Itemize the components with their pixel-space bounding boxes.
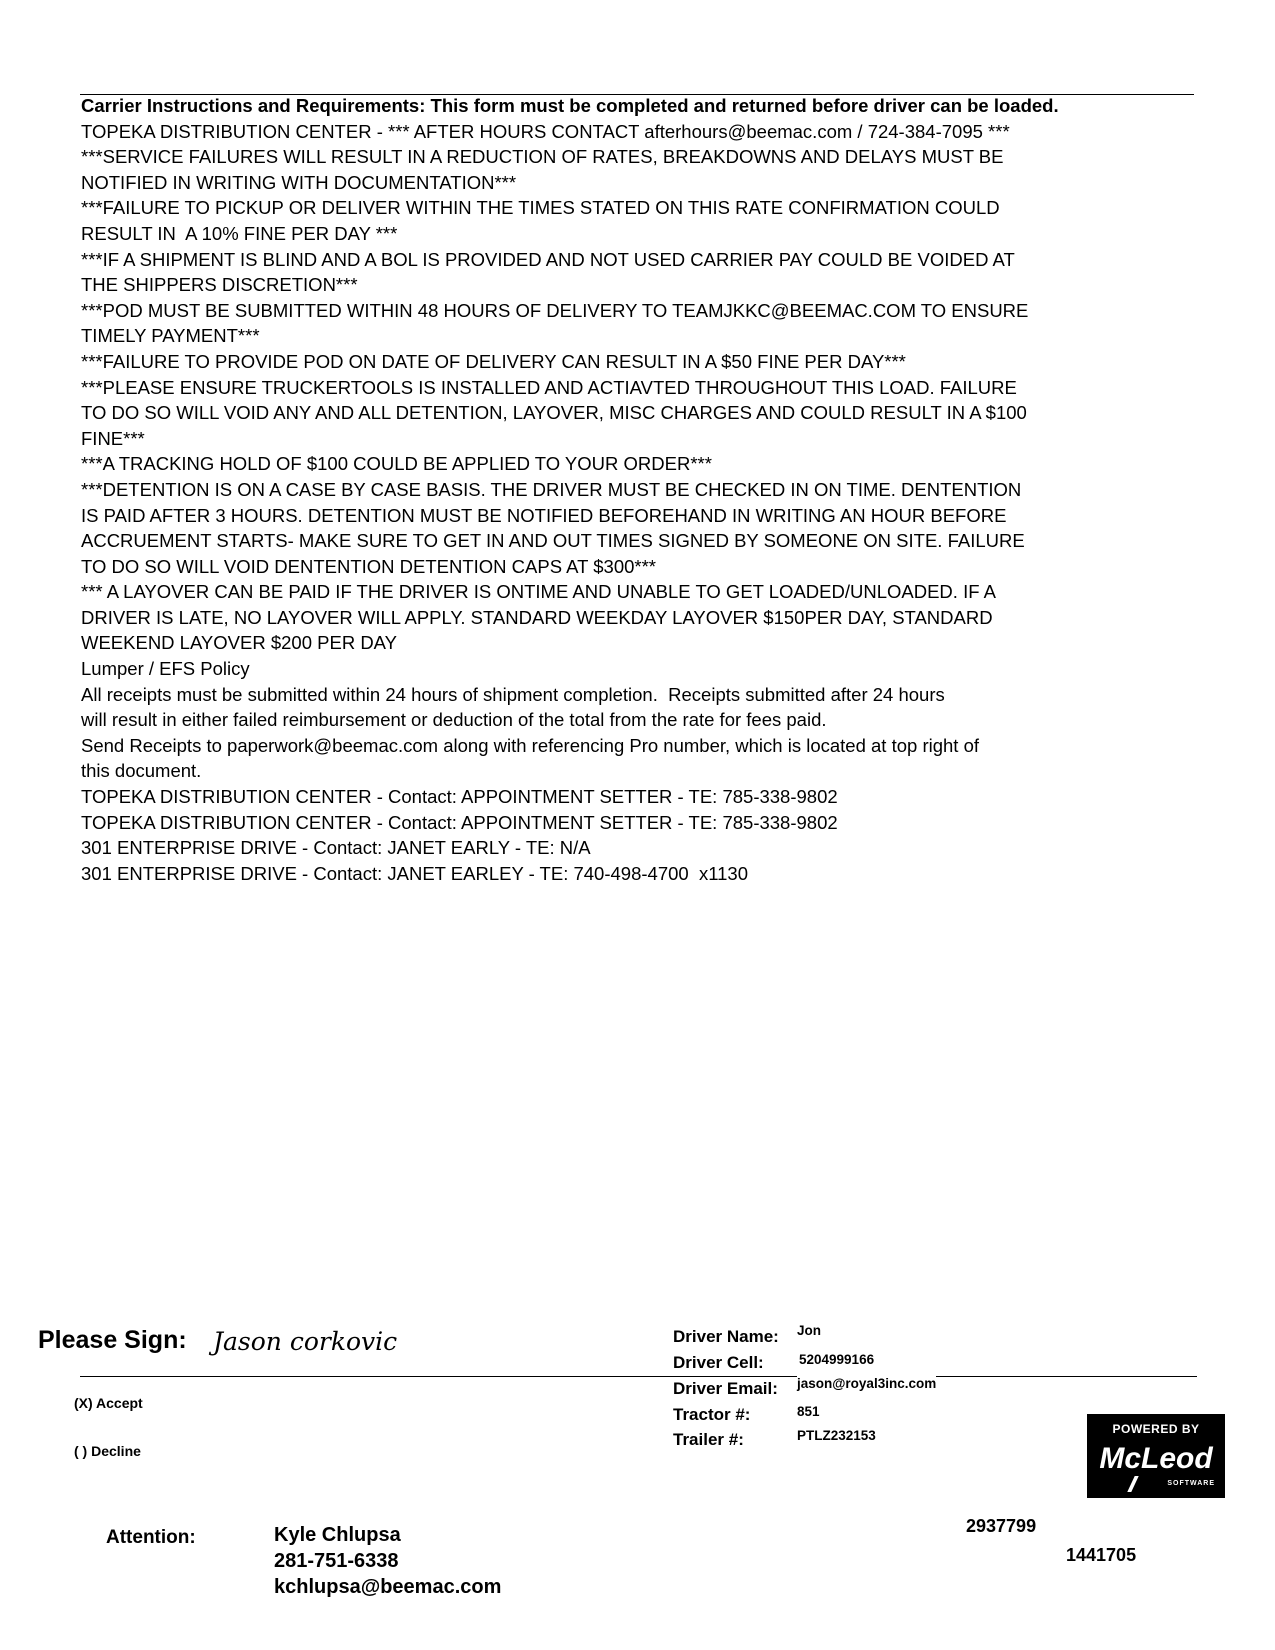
instruction-line: 301 ENTERPRISE DRIVE - Contact: JANET EARLY - TE: N/A [81, 837, 591, 859]
instruction-line: TOPEKA DISTRIBUTION CENTER - *** AFTER HOURS CONTACT afterhours@beemac.com / 724-384-7095 *** [81, 120, 1010, 142]
instruction-line: WEEKEND LAYOVER $200 PER DAY [81, 632, 397, 654]
driver-name-value: Jon [797, 1323, 822, 1338]
driver-name-label: Driver Name: [673, 1327, 779, 1346]
accept-option[interactable]: (X) Accept [74, 1395, 143, 1411]
instructions-body [81, 119, 1201, 887]
instruction-line: 301 ENTERPRISE DRIVE - Contact: JANET EARLEY - TE: 740-498-4700 x1130 [81, 862, 748, 884]
instruction-line: NOTIFIED IN WRITING WITH DOCUMENTATION*** [81, 171, 517, 193]
instruction-line: ***POD MUST BE SUBMITTED WITHIN 48 HOURS OF DELIVERY TO TEAMJKKC@BEEMAC.COM TO ENSURE [81, 299, 1029, 321]
instruction-line: DRIVER IS LATE, NO LAYOVER WILL APPLY. STANDARD WEEKDAY LAYOVER $150PER DAY, STANDARD [81, 606, 993, 628]
trailer-label: Trailer #: [673, 1430, 744, 1449]
logo-slash [1127, 1476, 1138, 1492]
attention-contact [274, 1522, 501, 1600]
instruction-line: TOPEKA DISTRIBUTION CENTER - Contact: APPOINTMENT SETTER - TE: 785-338-9802 [81, 811, 838, 833]
trailer-value: PTLZ232153 [797, 1428, 876, 1443]
instruction-line: TO DO SO WILL VOID ANY AND ALL DETENTION, LAYOVER, MISC CHARGES AND COULD RESULT IN A $100 [81, 402, 1027, 424]
instruction-line: TIMELY PAYMENT*** [81, 325, 260, 347]
contact-phone: 281-751-6338 [274, 1550, 399, 1572]
contact-name: Kyle Chlupsa [274, 1524, 401, 1546]
driver-cell-label: Driver Cell: [673, 1353, 764, 1372]
tractor-value: 851 [797, 1404, 820, 1419]
driver-email-label: Driver Email: [673, 1379, 778, 1398]
instruction-line: Lumper / EFS Policy [81, 658, 250, 680]
logo-powered-by: POWERED BY [1112, 1422, 1200, 1436]
instruction-line: TO DO SO WILL VOID DENTENTION DETENTION CAPS AT $300*** [81, 555, 656, 577]
instruction-line: FINE*** [81, 427, 145, 449]
carrier-instructions [81, 93, 1201, 886]
logo-software: SOFTWARE [1167, 1480, 1215, 1487]
instructions-heading: Carrier Instructions and Requirements: This form must be completed and returned before driver can be loaded. [81, 95, 1059, 116]
mcleod-logo [1087, 1414, 1225, 1498]
driver-cell-value: 5204999166 [799, 1352, 875, 1367]
instruction-line: ACCRUEMENT STARTS- MAKE SURE TO GET IN AND OUT TIMES SIGNED BY SOMEONE ON SITE. FAILURE [81, 530, 1025, 552]
tractor-label: Tractor #: [673, 1405, 751, 1424]
instruction-line: will result in either failed reimbursement or deduction of the total from the rate for fees paid. [81, 709, 827, 731]
attention-label: Attention: [106, 1527, 196, 1548]
instruction-line: ***IF A SHIPMENT IS BLIND AND A BOL IS PROVIDED AND NOT USED CARRIER PAY COULD BE VOIDED AT [81, 248, 1015, 270]
instruction-line: ***DETENTION IS ON A CASE BY CASE BASIS. THE DRIVER MUST BE CHECKED IN ON TIME. DENTENTION [81, 478, 1022, 500]
logo-brand: McLeod [1099, 1442, 1213, 1475]
decline-option[interactable]: ( ) Decline [74, 1443, 141, 1459]
signature-line [80, 1376, 1197, 1377]
please-sign-label: Please Sign: [38, 1326, 187, 1354]
instruction-line: RESULT IN A 10% FINE PER DAY *** [81, 222, 398, 244]
instruction-line: ***PLEASE ENSURE TRUCKERTOOLS IS INSTALLED AND ACTIAVTED THROUGHOUT THIS LOAD. FAILURE [81, 376, 1017, 398]
instruction-line: All receipts must be submitted within 24 hours of shipment completion. Receipts submitted after 24 hours [81, 683, 945, 705]
contact-email: kchlupsa@beemac.com [274, 1576, 502, 1598]
instruction-line: ***SERVICE FAILURES WILL RESULT IN A REDUCTION OF RATES, BREAKDOWNS AND DELAYS MUST BE [81, 146, 1004, 168]
instruction-line: *** A LAYOVER CAN BE PAID IF THE DRIVER IS ONTIME AND UNABLE TO GET LOADED/UNLOADED. IF A [81, 581, 996, 603]
instruction-line: IS PAID AFTER 3 HOURS. DETENTION MUST BE NOTIFIED BEFOREHAND IN WRITING AN HOUR BEFORE [81, 504, 1007, 526]
instruction-line: ***FAILURE TO PROVIDE POD ON DATE OF DELIVERY CAN RESULT IN A $50 FINE PER DAY*** [81, 350, 906, 372]
reference-number-1: 2937799 [966, 1516, 1037, 1536]
reference-number-2: 1441705 [1066, 1545, 1137, 1565]
instruction-line: this document. [81, 760, 202, 782]
instruction-line: ***A TRACKING HOLD OF $100 COULD BE APPLIED TO YOUR ORDER*** [81, 453, 712, 475]
instruction-line: ***FAILURE TO PICKUP OR DELIVER WITHIN THE TIMES STATED ON THIS RATE CONFIRMATION COULD [81, 197, 1000, 219]
instruction-line: THE SHIPPERS DISCRETION*** [81, 274, 358, 296]
instruction-line: Send Receipts to paperwork@beemac.com along with referencing Pro number, which is located at top right of [81, 734, 979, 756]
signature: Jason corkovic [213, 1327, 398, 1356]
driver-email-value: jason@royal3inc.com [797, 1376, 937, 1391]
instruction-line: TOPEKA DISTRIBUTION CENTER - Contact: APPOINTMENT SETTER - TE: 785-338-9802 [81, 786, 838, 808]
